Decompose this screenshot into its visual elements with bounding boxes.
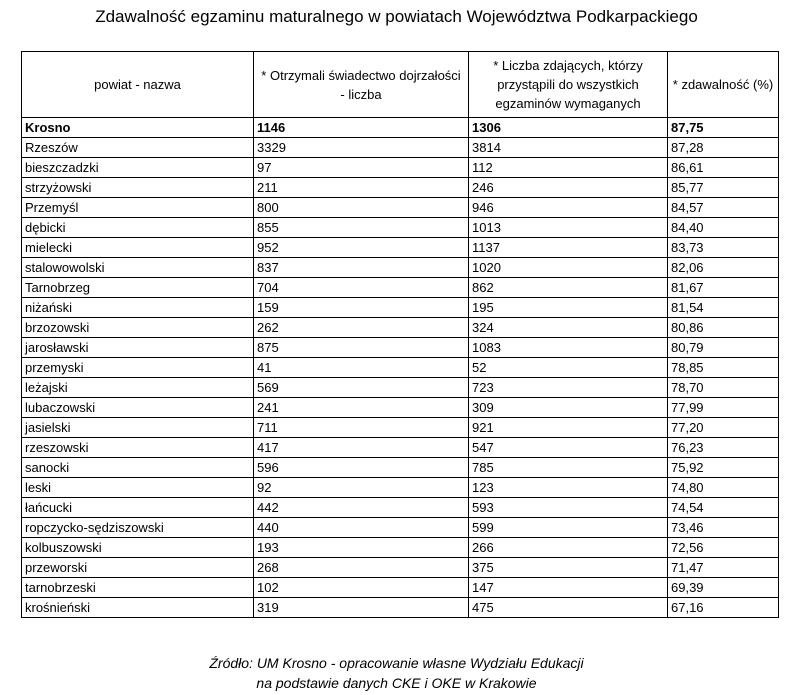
- table-row: [22, 258, 779, 278]
- cell-district: rzeszowski: [22, 438, 254, 458]
- cell-examinees: 309: [469, 398, 668, 418]
- cell-examinees: 593: [469, 498, 668, 518]
- cell-examinees: 375: [469, 558, 668, 578]
- table-row: [22, 358, 779, 378]
- cell-district: bieszczadzki: [22, 158, 254, 178]
- cell-certificates: 211: [254, 178, 469, 198]
- cell-pass-rate: 80,79: [668, 338, 779, 358]
- table-header-row: [22, 52, 779, 118]
- cell-examinees: 599: [469, 518, 668, 538]
- source-line-1: Źródło: UM Krosno - opracowanie własne Wydziału Edukacji: [209, 655, 584, 671]
- cell-examinees: 3814: [469, 138, 668, 158]
- cell-pass-rate: 71,47: [668, 558, 779, 578]
- table-row: [22, 598, 779, 618]
- cell-certificates: 268: [254, 558, 469, 578]
- cell-district: stalowowolski: [22, 258, 254, 278]
- cell-district: jasielski: [22, 418, 254, 438]
- cell-examinees: 123: [469, 478, 668, 498]
- cell-examinees: 1137: [469, 238, 668, 258]
- cell-district: strzyżowski: [22, 178, 254, 198]
- cell-district: jarosławski: [22, 338, 254, 358]
- cell-examinees: 946: [469, 198, 668, 218]
- cell-certificates: 193: [254, 538, 469, 558]
- cell-district: sanocki: [22, 458, 254, 478]
- cell-district: kolbuszowski: [22, 538, 254, 558]
- cell-examinees: 1020: [469, 258, 668, 278]
- cell-pass-rate: 69,39: [668, 578, 779, 598]
- column-header-examinees: * Liczba zdających, którzy przystąpili do wszystkich egzaminów wymaganych: [469, 52, 668, 118]
- cell-district: brzozowski: [22, 318, 254, 338]
- table-row: [22, 218, 779, 238]
- cell-pass-rate: 84,40: [668, 218, 779, 238]
- source-note: [0, 653, 793, 693]
- table-row: [22, 318, 779, 338]
- table-row: [22, 118, 779, 138]
- table-row: [22, 338, 779, 358]
- table-row: [22, 378, 779, 398]
- cell-examinees: 147: [469, 578, 668, 598]
- cell-district: niżański: [22, 298, 254, 318]
- cell-district: łańcucki: [22, 498, 254, 518]
- cell-certificates: 3329: [254, 138, 469, 158]
- cell-pass-rate: 84,57: [668, 198, 779, 218]
- cell-pass-rate: 83,73: [668, 238, 779, 258]
- cell-district: tarnobrzeski: [22, 578, 254, 598]
- cell-examinees: 246: [469, 178, 668, 198]
- cell-examinees: 862: [469, 278, 668, 298]
- cell-examinees: 723: [469, 378, 668, 398]
- cell-district: ropczycko-sędziszowski: [22, 518, 254, 538]
- source-line-2: na podstawie danych CKE i OKE w Krakowie: [256, 675, 537, 691]
- table-row: [22, 418, 779, 438]
- cell-certificates: 159: [254, 298, 469, 318]
- cell-pass-rate: 67,16: [668, 598, 779, 618]
- cell-certificates: 800: [254, 198, 469, 218]
- cell-examinees: 195: [469, 298, 668, 318]
- cell-pass-rate: 74,80: [668, 478, 779, 498]
- cell-pass-rate: 76,23: [668, 438, 779, 458]
- cell-certificates: 855: [254, 218, 469, 238]
- cell-district: leżajski: [22, 378, 254, 398]
- table-row: [22, 458, 779, 478]
- cell-pass-rate: 81,54: [668, 298, 779, 318]
- cell-district: Tarnobrzeg: [22, 278, 254, 298]
- cell-examinees: 547: [469, 438, 668, 458]
- table-row: [22, 578, 779, 598]
- cell-district: leski: [22, 478, 254, 498]
- table-row: [22, 158, 779, 178]
- cell-district: mielecki: [22, 238, 254, 258]
- cell-examinees: 785: [469, 458, 668, 478]
- cell-certificates: 704: [254, 278, 469, 298]
- table-row: [22, 278, 779, 298]
- cell-pass-rate: 78,85: [668, 358, 779, 378]
- cell-certificates: 952: [254, 238, 469, 258]
- cell-pass-rate: 78,70: [668, 378, 779, 398]
- cell-district: Przemyśl: [22, 198, 254, 218]
- cell-pass-rate: 72,56: [668, 538, 779, 558]
- table-row: [22, 298, 779, 318]
- cell-pass-rate: 87,28: [668, 138, 779, 158]
- table-row: [22, 538, 779, 558]
- cell-pass-rate: 77,99: [668, 398, 779, 418]
- cell-certificates: 97: [254, 158, 469, 178]
- cell-examinees: 112: [469, 158, 668, 178]
- cell-examinees: 475: [469, 598, 668, 618]
- cell-examinees: 52: [469, 358, 668, 378]
- cell-examinees: 1306: [469, 118, 668, 138]
- cell-certificates: 1146: [254, 118, 469, 138]
- cell-examinees: 921: [469, 418, 668, 438]
- cell-certificates: 417: [254, 438, 469, 458]
- cell-certificates: 241: [254, 398, 469, 418]
- cell-district: przeworski: [22, 558, 254, 578]
- cell-examinees: 324: [469, 318, 668, 338]
- cell-pass-rate: 86,61: [668, 158, 779, 178]
- cell-examinees: 1083: [469, 338, 668, 358]
- cell-pass-rate: 75,92: [668, 458, 779, 478]
- cell-district: przemyski: [22, 358, 254, 378]
- cell-pass-rate: 80,86: [668, 318, 779, 338]
- cell-examinees: 266: [469, 538, 668, 558]
- table-row: [22, 138, 779, 158]
- cell-certificates: 837: [254, 258, 469, 278]
- cell-pass-rate: 82,06: [668, 258, 779, 278]
- table-row: [22, 198, 779, 218]
- cell-pass-rate: 77,20: [668, 418, 779, 438]
- document-title: Zdawalność egzaminu maturalnego w powiatach Województwa Podkarpackiego: [95, 7, 698, 26]
- cell-district: lubaczowski: [22, 398, 254, 418]
- cell-certificates: 102: [254, 578, 469, 598]
- column-header-certificates: * Otrzymali świadectwo dojrzałości - liczba: [254, 52, 469, 118]
- cell-pass-rate: 85,77: [668, 178, 779, 198]
- cell-pass-rate: 73,46: [668, 518, 779, 538]
- column-header-district: powiat - nazwa: [22, 52, 254, 118]
- cell-district: dębicki: [22, 218, 254, 238]
- cell-certificates: 262: [254, 318, 469, 338]
- cell-pass-rate: 87,75: [668, 118, 779, 138]
- table-row: [22, 558, 779, 578]
- cell-pass-rate: 81,67: [668, 278, 779, 298]
- cell-certificates: 596: [254, 458, 469, 478]
- cell-certificates: 92: [254, 478, 469, 498]
- cell-district: Krosno: [22, 118, 254, 138]
- cell-certificates: 875: [254, 338, 469, 358]
- results-table: [21, 51, 779, 618]
- cell-district: Rzeszów: [22, 138, 254, 158]
- cell-certificates: 41: [254, 358, 469, 378]
- table-row: [22, 438, 779, 458]
- table-row: [22, 238, 779, 258]
- cell-certificates: 711: [254, 418, 469, 438]
- cell-district: krośnieński: [22, 598, 254, 618]
- cell-certificates: 440: [254, 518, 469, 538]
- cell-certificates: 319: [254, 598, 469, 618]
- table-row: [22, 178, 779, 198]
- cell-examinees: 1013: [469, 218, 668, 238]
- table-row: [22, 398, 779, 418]
- column-header-pass-rate: * zdawalność (%): [668, 52, 779, 118]
- table-row: [22, 478, 779, 498]
- table-row: [22, 518, 779, 538]
- cell-certificates: 442: [254, 498, 469, 518]
- cell-pass-rate: 74,54: [668, 498, 779, 518]
- table-body: [22, 118, 779, 618]
- table-row: [22, 498, 779, 518]
- cell-certificates: 569: [254, 378, 469, 398]
